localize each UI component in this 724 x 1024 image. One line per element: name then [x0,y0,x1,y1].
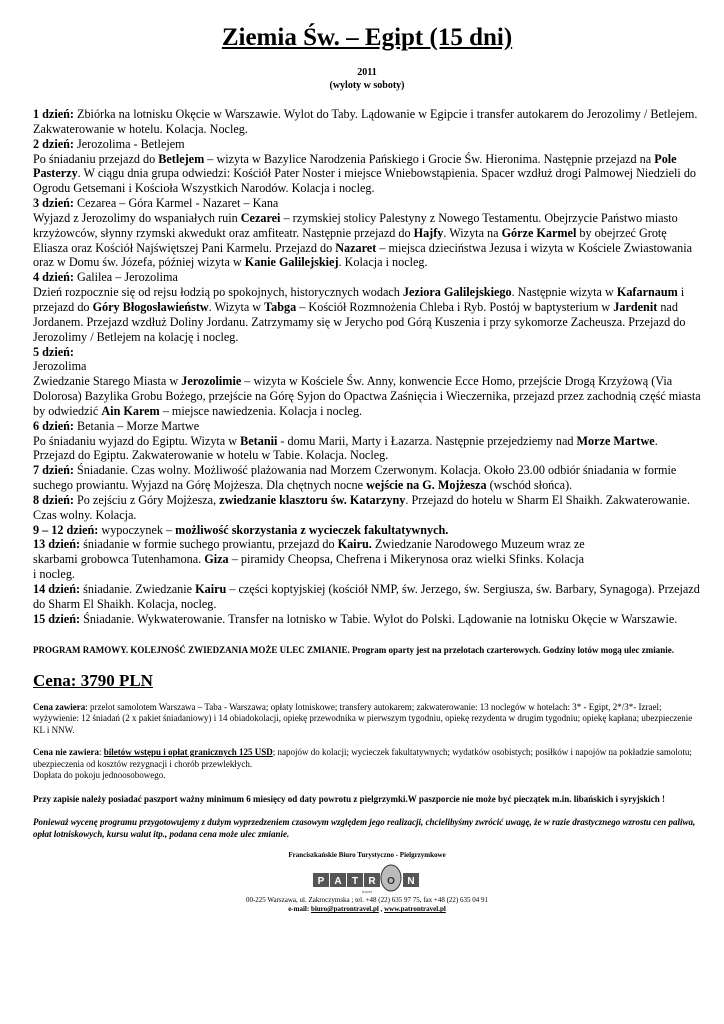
day-text: – piramidy Cheopsa, Chefrena i Mikerynosa oraz wielki Sfinks. Kolacja [228,552,585,567]
itinerary-day [33,345,701,419]
itinerary-day [33,612,701,627]
day-text: Jerozolima [33,359,87,374]
itinerary-day [33,537,701,582]
day-label: 2 dzień: [33,136,74,151]
day-label: 8 dzień: [33,492,74,507]
company-address: 00-225 Warszawa, ul. Zakroczymska ; tel. +48 (22) 635 97 75, fax +48 (22) 635 04 91 [245,896,489,905]
price-disclaimer: Ponieważ wycenę programu przygotowujemy z dużym wyprzedzeniem czasowym względem jego realizacji, chcielibyśmy zwrócić uwagę, że w razie drastycznego wzrostu cen paliwa, opłat lotniskowych, kursu walut itp., podana cena może ulec zmianie. [33,817,696,839]
day-highlight: Jeziora Galilejskiego [402,285,512,300]
day-text: Cezarea – Góra Karmel - Nazaret – Kana [73,196,279,211]
day-highlight: Kafarnaum [616,285,678,300]
itinerary [33,107,701,627]
document-page [33,0,701,914]
day-text: wypoczynek – [98,522,176,537]
day-highlight: Jardenit [613,299,658,314]
footer [33,851,701,914]
day-text: . Wizyta na [443,225,502,240]
day-highlight: Giza [204,552,229,567]
day-highlight: wejście na G. Mojżesza [366,478,487,493]
itinerary-day [33,419,701,464]
day-text: – Kościół Rozmnożenia Chleba i Ryb. Postój w baptysterium w [296,299,614,314]
day-highlight: Kairu. [337,537,372,552]
day-text: – miejsca dzieciństwa Jezusa i wizyta w Kościele Zwiastowania oraz w Domu św. Józefa, później wizyta w [33,240,693,270]
itinerary-day [33,523,701,538]
itinerary-day [33,196,701,270]
price-heading: Cena: 3790 PLN [33,670,153,690]
day-text: śniadanie w formie suchego prowiantu, przejazd do [80,537,338,552]
svg-text:A: A [334,876,342,888]
excludes-label: Cena nie zawiera [33,747,99,758]
day-highlight: zwiedzanie klasztoru św. Katarzyny [219,492,406,507]
day-highlight: Betlejem [158,151,205,166]
day-label: 4 dzień: [33,270,74,285]
day-label: 7 dzień: [33,463,74,478]
company-name: Franciszkańskie Biuro Turystyczno - Pielgrzymkowe [288,851,446,860]
day-text: Po zejściu z Góry Mojżesza, [73,492,220,507]
svg-text:T: T [351,876,359,888]
day-text: Galilea – Jerozolima [73,270,178,285]
day-text: nad Jordanem. Przejazd wzdłuż Doliny Jordanu. Zatrzymamy się w Jerycho pod Górą Kuszenia i przy sykomorze Zacheusza. Przejazd do Jerozolimy / Betlejem na kolację i nocleg. [33,299,686,344]
day-text: Jerozolima - Betlejem [73,136,185,151]
day-text: – rzymskiej stolicy Palestyny z Nowego Testamentu. Obejrzycie Państwo miasto krzyżowców, słynny rzymski akwedukt oraz amfiteatr. Następnie przejazd do [33,210,678,240]
itinerary-day [33,107,701,137]
day-label: 14 dzień: [33,582,81,596]
departures-label: (wyloty w soboty) [329,80,405,91]
svg-text:P: P [317,876,325,888]
day-text: . Przejazd do Egiptu. Zakwaterowanie w hotelu w Tabie. Kolacja. Nocleg. [33,433,658,463]
passport-note: Przy zapisie należy posiadać paszport ważny minimum 6 miesięcy od daty powrotu z pielgrzymki.W paszporcie nie może być pieczątek m.in. libańskich i syryjskich ! [33,793,665,804]
day-text: i przejazd do [33,285,685,314]
day-text: . Następnie wizyta w [511,285,617,300]
day-highlight: Góry Błogosławieństw [92,299,209,314]
day-highlight: Betanii [240,433,278,448]
day-text: Zwiedzanie Narodowego Muzeum wraz ze [371,537,585,552]
day-text: śniadanie. Zwiedzanie [80,582,196,596]
day-highlight: Ain Karem [101,403,160,418]
day-text: Dzień rozpocznie się od rejsu łodzią po spokojnych, historycznych wodach [33,285,403,300]
day-highlight: Górze Karmel [501,225,577,240]
day-text: i nocleg. [33,567,75,582]
day-label: 5 dzień: [33,344,74,359]
day-label: 6 dzień: [33,418,74,433]
includes-label: Cena zawiera [33,701,86,712]
day-text: – miejsce nawiedzenia. Kolacja i nocleg. [159,403,363,418]
includes-text: : przelot samolotem Warszawa – Taba - Warszawa; opłaty lotniskowe; transfery autokarem; zakwaterowanie: 13 noclegów w hotelach: 3* - Egipt, 2*/3*- Izrael; wyżywienie: 12 śniadań (2 x pakiet śniadaniowy) i 14 obiadokolacji, opiekę przewodnika w pierwszym tygodniu, opiekę rezydenta w drugim tygodniu; opiekę kapłana; ubezpieczenie KL i NNW. [33,701,693,735]
day-text: Po śniadaniu wyjazd do Egiptu. Wizyta w [33,433,241,448]
day-highlight: Jerozolimie [181,374,242,389]
day-text: . Przejazd do hotelu w Sharm El Shaikh. Zakwaterowanie. Czas wolny. Kolacja. [33,492,690,522]
single-room-note: Dopłata do pokoju jednoosobowego. [33,770,166,781]
email-label: e-mail: [288,905,311,914]
itinerary-day [33,137,701,196]
svg-text:travel: travel [362,889,372,895]
year-label: 2011 [357,67,377,78]
itinerary-day [33,463,701,493]
contact-line [33,905,701,914]
day-highlight: możliwość skorzystania z wycieczek fakultatywnych. [175,522,449,537]
day-text: - domu Marii, Marty i Łazarza. Następnie przejedziemy nad [277,433,577,448]
day-highlight: Kanie Galilejskiej [244,255,339,270]
day-label: 15 dzień: [33,611,81,626]
day-text: – wizyta w Bazylice Narodzenia Pańskiego i Grocie Św. Hieronima. Następnie przejazd na [204,151,655,166]
svg-text:N: N [407,876,415,888]
price-includes [33,702,701,737]
patron-logo [307,864,427,894]
program-notice: PROGRAM RAMOWY. KOLEJNOŚĆ ZWIEDZANIA MOŻE ULEC ZMIANIE. Program oparty jest na przelotach czarterowych. Godziny lotów mogą ulec zmianie. [33,644,675,655]
email-link[interactable]: biuro@patrontravel.pl [310,905,379,914]
day-text: Wyjazd z Jerozolimy do wspaniałych ruin [33,210,241,225]
day-text: (wschód słońca). [486,478,573,493]
day-text: Zbiórka na lotnisku Okęcie w Warszawie. Wylot do Taby. Lądowanie w Egipcie i transfer autokarem do Jerozolimy / Betlejem. Zakwaterowanie w hotelu. Kolacja. Nocleg. [33,107,698,136]
day-highlight: Kairu [195,582,227,596]
day-highlight: Hajfy [413,225,444,240]
day-highlight: Cezarei [240,210,281,225]
day-text: . W ciągu dnia grupa odwiedzi: Kościół Pater Noster i miejsce Wniebowstąpienia. Spacer wzdłuż drogi Palmowej Niedzieli do Ogrodu Getsemani i Kościoła Wszystkich Narodów. Kolacja i nocleg. [33,166,697,196]
excludes-text: ; napojów do kolacji; wycieczek fakultatywnych; wydatków osobistych; posiłków i napojów na pokładzie samolotu; ubezpieczenia od kosztów rezygnacji i chorób przewlekłych. [33,747,692,769]
website-link[interactable]: www.patrontravel.pl [384,905,446,914]
day-text: Betania – Morze Martwe [73,418,200,433]
excludes-colon: : [98,747,104,758]
svg-text:R: R [368,876,376,888]
itinerary-day [33,270,701,344]
contact-separator: , [378,905,385,914]
day-text: – wizyta w Kościele Św. Anny, konwencie Ecce Homo, przejście Drogą Krzyżową (Via Dolorosa) Bazylika Grobu Bożego, przejście na Górę Syjon do Opactwa Zaśnięcia i Wieczernika, przejazd przez zachodnią część miasta by odwiedzić [33,374,701,418]
page-title: Ziemia Św. – Egipt (15 dni) [221,24,513,51]
itinerary-day [33,493,701,523]
day-text: Śniadanie. Wykwaterowanie. Transfer na lotnisko w Tabie. Wylot do Polski. Lądowanie na lotnisku Okęcie w Warszawie. [80,611,678,626]
day-text: Po śniadaniu przejazd do [33,151,159,166]
price-excludes [33,747,701,782]
day-text: – części koptyjskiej (kościół NMP, św. Jerzego, św. Sergiusza, św. Barbary, Synagoga). Przejazd do Sharm El Shaikh. Kolacja, nocleg. [33,582,700,611]
day-highlight: Nazaret [335,240,377,255]
day-highlight: Pole Pasterzy [33,151,677,181]
day-text: skarbami grobowca Tutenhamona. [33,552,205,567]
day-text: Śniadanie. Czas wolny. Możliwość plażowania nad Morzem Czerwonym. Kolacja. Około 23.00 odbiór śniadania w formie suchego prowiantu. Wyjazd na Górę Mojżesza. Dla chętnych nocne [33,463,677,493]
day-text: by obejrzeć Grotę Eliasza oraz Kościół Najświętszej Pani Karmelu. Przejazd do [33,225,667,255]
itinerary-day [33,582,701,612]
day-text: . Wizyta w [208,299,265,314]
day-label: 9 – 12 dzień: [33,522,99,537]
day-text: Zwiedzanie Starego Miasta w [33,374,182,389]
day-text: . Kolacja i nocleg. [338,255,428,270]
day-label: 13 dzień: [33,537,81,552]
day-label: 3 dzień: [33,196,74,211]
svg-text:O: O [387,876,395,888]
day-highlight: Morze Martwe [576,433,655,448]
day-highlight: Tabga [264,299,297,314]
day-label: 1 dzień: [33,107,74,121]
excludes-highlight: biletów wstępu i opłat granicznych 125 USD [103,747,273,758]
